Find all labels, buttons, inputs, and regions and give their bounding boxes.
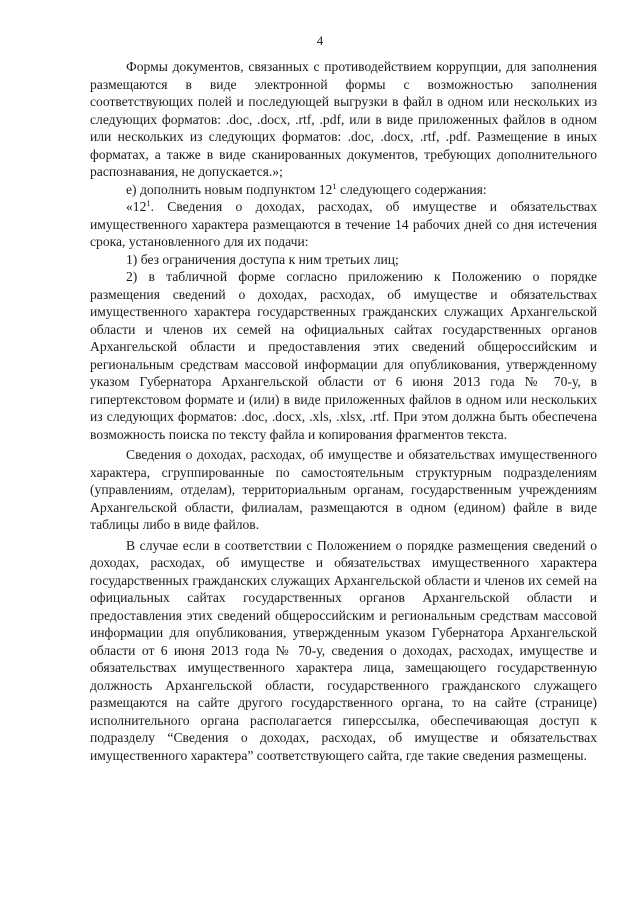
subclause-e-text-end: следующего содержания: bbox=[336, 181, 487, 197]
clause-12-1-text: . Сведения о доходах, расходах, об имуществе и обязательствах имущественного характера размещаются в течение 14 рабочих дней со дня истечения срока, установленного для их подачи: bbox=[90, 199, 597, 249]
list-item-1: 1) без ограничения доступа к ним третьих лиц; bbox=[126, 251, 399, 267]
list-item-2: 2) в табличной форме согласно приложению к Положению о порядке размещения сведений о доходах, расходах, об имуществе и обязательствах имущественного характера государственных гражданских служащих Архангельской области и членов их семей на официальных сайтах государственных органов Архангельской области и предоставления этих сведений общероссийским и региональным средствам массовой информации для опубликования, утвержденному указом Губернатора Архангельской области от 6 июня 2013 года № 70-у, в гипертекстовом формате и (или) в виде приложенных файлов в одном или нескольких из следующих форматов: .doc, .docx, .xls, .xlsx, .rtf. При этом должна быть обеспечена возможность поиска по тексту файла и копирования фрагментов текста. bbox=[90, 269, 597, 442]
page-number: 4 bbox=[316, 33, 324, 48]
paragraph-document-forms: Формы документов, связанных с противодействием коррупции, для заполнения размещаются в виде электронной формы с возможностью заполнения соответствующих полей и последующей выгрузки в файл в одном или нескольких из следующих форматов: .doc, .docx, .rtf, .pdf, или в виде приложенных файлов в одном или нескольких из следующих форматов: .doc, .docx, .rtf, .pdf. Размещение в иных форматах, а также в виде сканированных документов, требующих дополнительного распознавания, не допускается.»; bbox=[90, 59, 597, 179]
paragraph-clause-12-1 bbox=[90, 198, 597, 251]
clause-12-1-number: «12 bbox=[126, 199, 147, 214]
paragraph-subclause-e bbox=[90, 181, 597, 199]
paragraph-grouped-info: Сведения о доходах, расходах, об имуществе и обязательствах имущественного характера, сгруппированные по самостоятельным структурным подразделениям (управлениям, отделам), территориальным органам, государственным учреждениям Архангельской области, филиалам, размещаются в одном (едином) файле в виде таблицы либо в виде файлов. bbox=[90, 447, 597, 532]
superscript-1: 1 bbox=[146, 198, 151, 208]
superscript-1: 1 bbox=[332, 180, 337, 191]
paragraph-other-site: В случае если в соответствии с Положением о порядке размещения сведений о доходах, расходах, об имуществе и обязательствах имущественного характера государственных гражданских служащих Архангельской области и членов их семей на официальных сайтах государственных органов Архангельской области и предоставления этих сведений общероссийским и региональным средствам массовой информации для опубликования, утвержденным указом Губернатора Архангельской области от 6 июня 2013 года № 70-у, сведения о доходах, расходах, имуществе и обязательствах имущественного характера лица, замещающего государственную должность Архангельской области, государственного гражданского служащего размещаются на сайте другого государственного органа, то на сайте (странице) исполнительного органа располагается гиперссылка, обеспечивающая доступ к подразделу “Сведения о доходах, расходах, об имуществе и обязательствах имущественного характера” соответствующего сайта, где такие сведения размещены. bbox=[90, 537, 597, 763]
subclause-e-text: е) дополнить новым подпунктом 12 bbox=[126, 181, 333, 197]
document-body bbox=[90, 58, 597, 764]
